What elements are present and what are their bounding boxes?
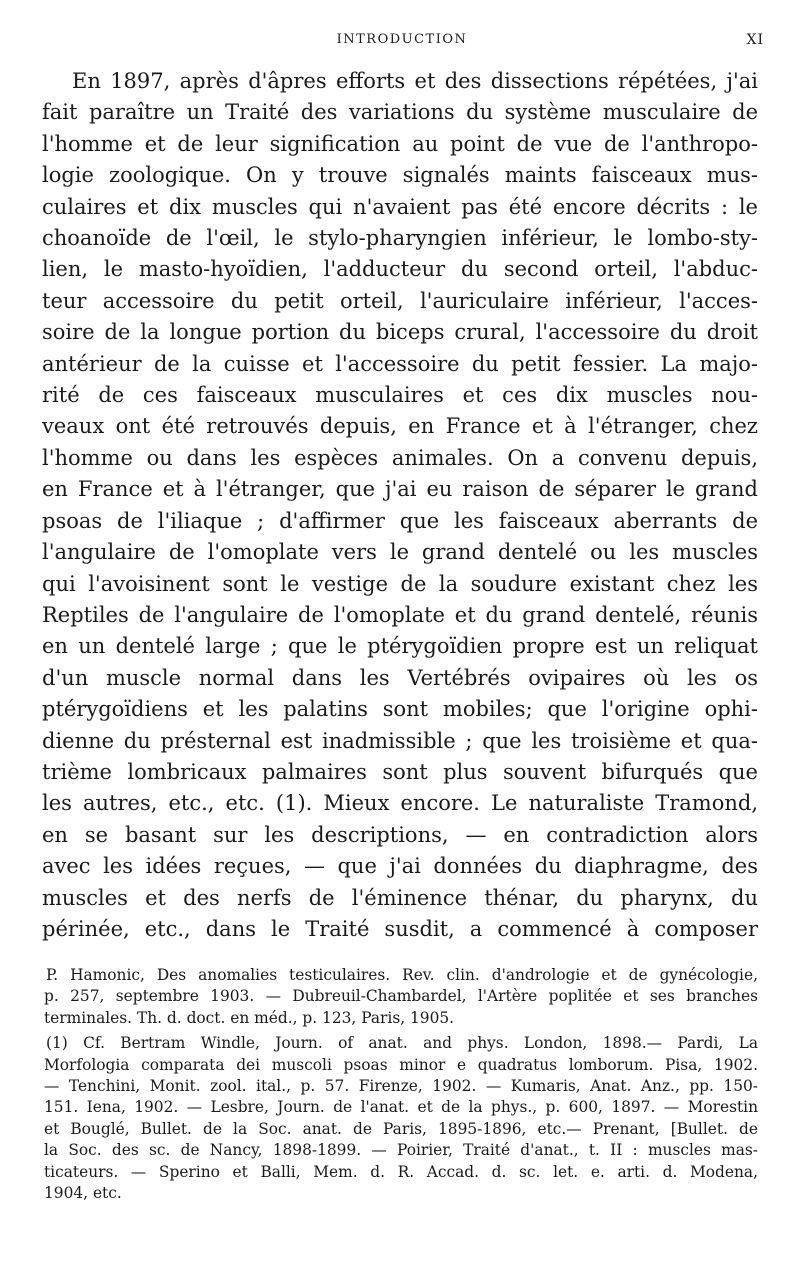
footnotes <box>44 965 758 1204</box>
footnote-line: 1904, etc. <box>44 1184 122 1203</box>
body-line: fait paraître un Traité des variations du système musculaire de <box>42 100 758 125</box>
body-line: en France et à l'étranger, que j'ai eu raison de séparer le grand <box>42 477 758 502</box>
footnote-line: Morfologia comparata dei muscoli psoas minor e quadratus lomborum. Pisa, 1902. <box>44 1055 758 1074</box>
body-line: teur accessoire du petit orteil, l'auriculaire inférieur, l'acces- <box>42 288 758 313</box>
page-number: XI <box>746 32 764 48</box>
running-title: INTRODUCTION <box>336 32 468 47</box>
body-line: Reptiles de l'angulaire de l'omoplate et du grand dentelé, réunis <box>42 602 758 627</box>
page-header <box>40 32 764 56</box>
body-line: trième lombricaux palmaires sont plus souvent bifurqués que <box>42 759 758 784</box>
body-line: logie zoologique. On y trouve signalés maints faisceaux mus- <box>42 163 758 188</box>
body-line: antérieur de la cuisse et l'accessoire du petit fessier. La majo- <box>42 351 758 376</box>
body-line: l'homme et de leur signification au point de vue de l'anthropo- <box>42 131 758 156</box>
body-line: périnée, etc., dans le Traité susdit, a commencé à composer <box>42 916 758 941</box>
body-line: psoas de l'iliaque ; d'affirmer que les faisceaux aberrants de <box>42 508 758 533</box>
body-line: lien, le masto-hyoïdien, l'adducteur du second orteil, l'abduc- <box>42 257 758 282</box>
body-line: l'angulaire de l'omoplate vers le grand dentelé ou les muscles <box>42 540 758 565</box>
body-line: choanoïde de l'œil, le stylo-pharyngien inférieur, le lombo-sty- <box>42 226 758 251</box>
body-line: en un dentelé large ; que le ptérygoïdien propre est un reliquat <box>42 634 758 659</box>
body-line: soire de la longue portion du biceps crural, l'accessoire du droit <box>42 320 758 345</box>
main-paragraph <box>42 66 758 945</box>
body-line: en se basant sur les descriptions, — en contradiction alors <box>42 822 758 847</box>
body-line: muscles et des nerfs de l'éminence thénar, du pharynx, du <box>42 885 758 910</box>
body-line: l'homme ou dans les espèces animales. On a convenu depuis, <box>42 445 758 470</box>
footnote-line: et Bouglé, Bullet. de la Soc. anat. de Paris, 1895-1896, etc.— Prenant, [Bullet. de <box>44 1119 758 1138</box>
body-line: dienne du présternal est inadmissible ; que les troisième et qua- <box>42 728 758 753</box>
body-line: veaux ont été retrouvés depuis, en France et à l'étranger, chez <box>42 414 758 439</box>
footnote-line: P. Hamonic, Des anomalies testiculaires. Rev. clin. d'andrologie et de gynécologie, <box>46 966 758 984</box>
footnote-line: ticateurs. — Sperino et Balli, Mem. d. R. Accad. d. sc. let. e. arti. d. Modena, <box>44 1162 758 1181</box>
body-line: avec les idées reçues, — que j'ai données du diaphragme, des <box>42 854 758 879</box>
body-line: culaires et dix muscles qui n'avaient pas été encore décrits : le <box>42 194 758 219</box>
body-line: En 1897, après d'âpres efforts et des dissections répétées, j'ai <box>72 69 758 93</box>
body-line: rité de ces faisceaux musculaires et ces dix muscles nou- <box>42 383 758 408</box>
footnote-line: la Soc. des sc. de Nancy, 1898-1899. — Poirier, Traité d'anat., t. II : muscles mas- <box>44 1141 758 1160</box>
body-line: les autres, etc., etc. (1). Mieux encore. Le naturaliste Tramond, <box>42 791 758 816</box>
body-line: qui l'avoisinent sont le vestige de la soudure existant chez les <box>42 571 758 596</box>
body-line: d'un muscle normal dans les Vertébrés ovipaires où les os <box>42 665 758 690</box>
footnote-line: (1) Cf. Bertram Windle, Journ. of anat. and phys. London, 1898.— Pardi, La <box>46 1034 758 1053</box>
body-line: ptérygoïdiens et les palatins sont mobiles; que l'origine ophi- <box>42 697 758 722</box>
footnote-line: 151. Iena, 1902. — Lesbre, Journ. de l'anat. et de la phys., p. 600, 1897. — Morestin <box>44 1098 758 1117</box>
footnote-line: p. 257, septembre 1903. — Dubreuil-Chambardel, l'Artère poplitée et ses branches <box>44 987 758 1006</box>
footnote-line: terminales. Th. d. doct. en méd., p. 123, Paris, 1905. <box>44 1008 455 1027</box>
footnote-line: — Tenchini, Monit. zool. ital., p. 57. Firenze, 1902. — Kumaris, Anat. Anz., pp. 150- <box>44 1077 758 1096</box>
